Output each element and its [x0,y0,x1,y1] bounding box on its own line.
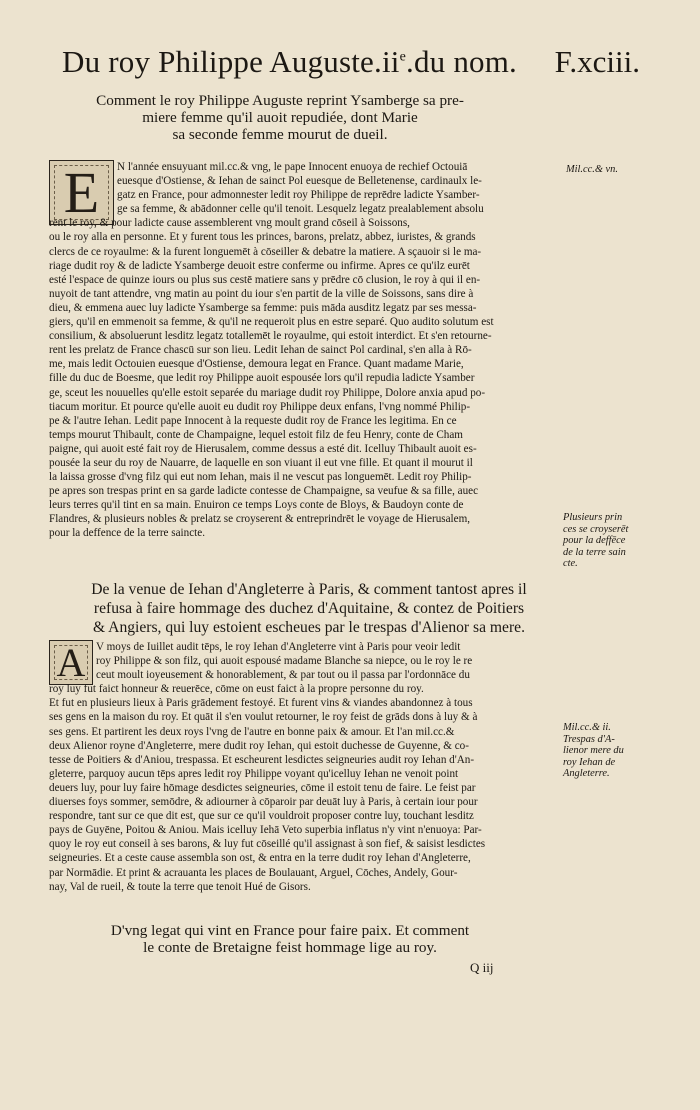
section1-text [49,160,557,541]
text-line: gleterre, parquoy aucun tēps apres ledit roy Philippe voyant qu'icelluy Iehan ne venoit point [49,767,459,780]
margin-note-2: Plusieurs prin ces se croyserēt pour la deffēce de la terre sain cte. [563,512,629,569]
text-line: gatz en France, pour admonnester ledit roy Philippe de reprēdre ladicte Ysamber- [117,189,480,202]
text-line: par Normādie. Et print & acrauanta les places de Boulauant, Arguel, Cōches, Andely, Gour- [49,866,458,879]
text-line: me, mais ledit Octouien euesque d'Ostiense, demoura legat en France. Quant madame Marie, [49,358,464,371]
text-line: clercs de ce royaulme: & la furent longuemēt à cōseiller & debatre la matiere. A sçauoir si le ma- [49,245,482,258]
text-line: ge sa femme, & abādonner celle qu'il tenoit. Lesquelz legatz prealablement absolu [117,203,484,216]
running-header [62,44,640,80]
text-line: esté l'espace de quinze iours ou plus sus cestē matiere sans y prēdre cō clusion, le roy à qui il en- [49,273,481,286]
text-line: pe apres son trespas print en sa garde ladicte contesse de Champaigne, sa veufue & sa fille, auec [49,485,479,498]
signature-mark: Q iij [470,960,494,975]
text-line: rent le roy, & pour ladicte cause assemblerent vng moult grand cōseil à Soissons, [49,217,410,230]
text-line: ceut moult ioyeusement & honorablement, & par tout ou il passa par l'ordonnāce du [96,669,470,682]
text-line: ses gens. Et partirent les deux roys l'vng de l'autre en bonne paix & amour. Et l'an mil.cc.& [49,725,455,738]
running-title: Du roy Philippe $Auguste.ii^e.du$ nom. [62,44,517,79]
text-line: N l'année ensuyuant mil.cc.& vng, le pape Innocent enuoya de rechief Octouiā [117,161,468,173]
margin-note-3: Mil.cc.& ii. Trespas d'A- lienor mere du roy Iehan de Angleterre. [563,722,624,779]
text-line: riage dudit roy & de ladicte Ysamberge deuoit estre conferme ou infirme. Apres ce qu'ilz eurēt [49,259,470,272]
chapter-heading-3: D'vng legat qui vint en France pour faire paix. Et comment le conte de Bretaigne feist hommage lige au roy. [110,922,470,956]
margin-note-1: Mil.cc.& vn. [566,164,618,175]
text-line: pe & l'autre Iehan. Ledit pape Innocent à la requeste dudit roy de France les legitima. En ce [49,414,457,427]
text-line: roy Philippe & son filz, qui auoit espousé madame Blanche sa niepce, ou le roy le re [96,655,473,668]
section2-text [49,640,557,894]
text-line: fille du duc de Boesme, que ledit roy Philippe auoit espousée lors qu'il repudia ladicte Ysamber [49,372,475,385]
folio-number: F.xciii. [554,44,640,79]
text-line: seigneuries. Et a ceste cause assembla son ost, & entra en la terre dudit roy Iehan d'Angleterre, [49,852,471,865]
text-line: rent les prelatz de France chascū sur son lieu. Ledit Iehan de sainct Pol cardinal, s'en alla à Rō- [49,344,472,357]
text-line: tiacum moritur. Et pource qu'elle auoit eu dudit roy Philippe deux enfans, l'vng nommé Philip- [49,400,471,413]
text-line: pays de Guyēne, Poitou & Aniou. Mais icelluy Iehā Veto superbia inflatus n'y vint n'enuoya: Par- [49,824,482,837]
text-line: quoy le roy eut conseil à ses barons, & luy fut cōseillé qu'il assignast à son fief, & saisist lesdictes [49,838,486,851]
text-line: nay, Val de rueil, & toute la terre que tenoit Hué de Gisors. [49,880,311,893]
text-line: V moys de Iuillet audit tēps, le roy Iehan d'Angleterre vint à Paris pour veoir ledit [96,641,461,653]
text-line: ge, sceut les nouuelles qu'elle estoit separée du mariage dudit roy Philippe, Dolore anxia apud po- [49,386,486,399]
text-line: deuers luy, pour luy faire hōmage desdictes seigneuries, cōme il estoit tenu de faire. Le feist par [49,781,476,794]
text-line: deux Alienor royne d'Angleterre, mere dudit roy Iehan, qui estoit duchesse de Guyenne, & co- [49,739,469,752]
text-line: temps mourut Thibault, conte de Champaigne, lequel estoit filz de feu Henry, conte de Cham [49,428,463,441]
chapter-heading-1: Comment le roy Philippe Auguste reprint Ysamberge sa pre- miere femme qu'il auoit repudiée, dont Marie sa seconde femme mourut de dueil. [96,92,464,143]
text-line: consilium, & absoluerunt lesditz legatz totallemēt le royaulme, qui estoit interdict. Et s'en retourne- [49,330,492,343]
text-line: roy luy fut faict honneur & reuerēce, cōme on eust faict à la propre personne du roy. [49,683,424,696]
text-line: pousée la seur du roy de Nauarre, de laquelle en son viuant il eut vne fille. Et quant il mourut il [49,456,473,469]
text-line: la laissa grosse d'vng filz qui eut nom Iehan, mais il ne vescut pas longuemēt. Ledit roy Philip- [49,471,472,484]
dropcap-e: E [49,160,114,225]
text-line: ses gens en la maison du roy. Et quāt il s'en voulut retourner, le roy feist de grāds dons à luy & à [49,711,478,724]
text-line: ou le roy alla en personne. Et y furent tous les princes, barons, prelatz, abbez, iuristes, & grands [49,231,476,244]
title-superscript: e [399,49,407,65]
text-line: respondre, tant sur ce que dit est, que sur ce qu'il vouldroit proposer contre luy, touchant lesditz [49,810,474,823]
text-line: diuerses foys sommer, semōdre, & adiourner à cōparoir par deuāt luy à Paris, à certain iour pour [49,796,478,809]
text-line: tesse de Poitiers & d'Aniou, trespassa. Et escheurent lesdictes seigneuries audit roy Iehan d'An- [49,753,475,766]
text-line: dieu, & emmena auec luy ladicte Ysamberge sa femme: puis māda ausditz legatz par ses messa- [49,301,477,314]
text-line: giers, qu'il en emmenoit sa femme, & qu'il ne requeroit plus en estre separé. Quo audito solutum est [49,316,494,329]
text-line: nuyoit de tant attendre, vng matin au point du iour s'en partit de la ville de Soissons, sans dire à [49,287,474,300]
text-line: Et fut en plusieurs lieux à Paris grādement festoyé. Et furent vins & viandes abandonnez à tous [49,697,473,710]
text-line: leurs terres qu'il tint en sa main. Enuiron ce temps Loys conte de Bloys, & Baudoyn conte de [49,499,464,512]
dropcap-a: A [49,640,93,685]
text-line: Flandres, & plusieurs nobles & prelatz se croyserent & entreprindrēt le voyage de Hierusalem, [49,513,471,526]
chapter-heading-2: De la venue de Iehan d'Angleterre à Paris, & comment tantost apres il refusa à faire hommage des duchez d'Aquitaine, & contez de Poitiers & Angiers, qui luy estoient escheues par le trespas d'Alienor sa mere. [91,581,527,636]
text-line: euesque d'Ostiense, & Iehan de sainct Pol euesque de Belletenense, cardinaulx le- [117,175,482,188]
text-line: paigne, qui auoit esté fait roy de Hierusalem, comme dessus a esté dit. Icelluy Thibault auoit es- [49,442,477,455]
text-line: pour la deffence de la terre saincte. [49,527,205,540]
